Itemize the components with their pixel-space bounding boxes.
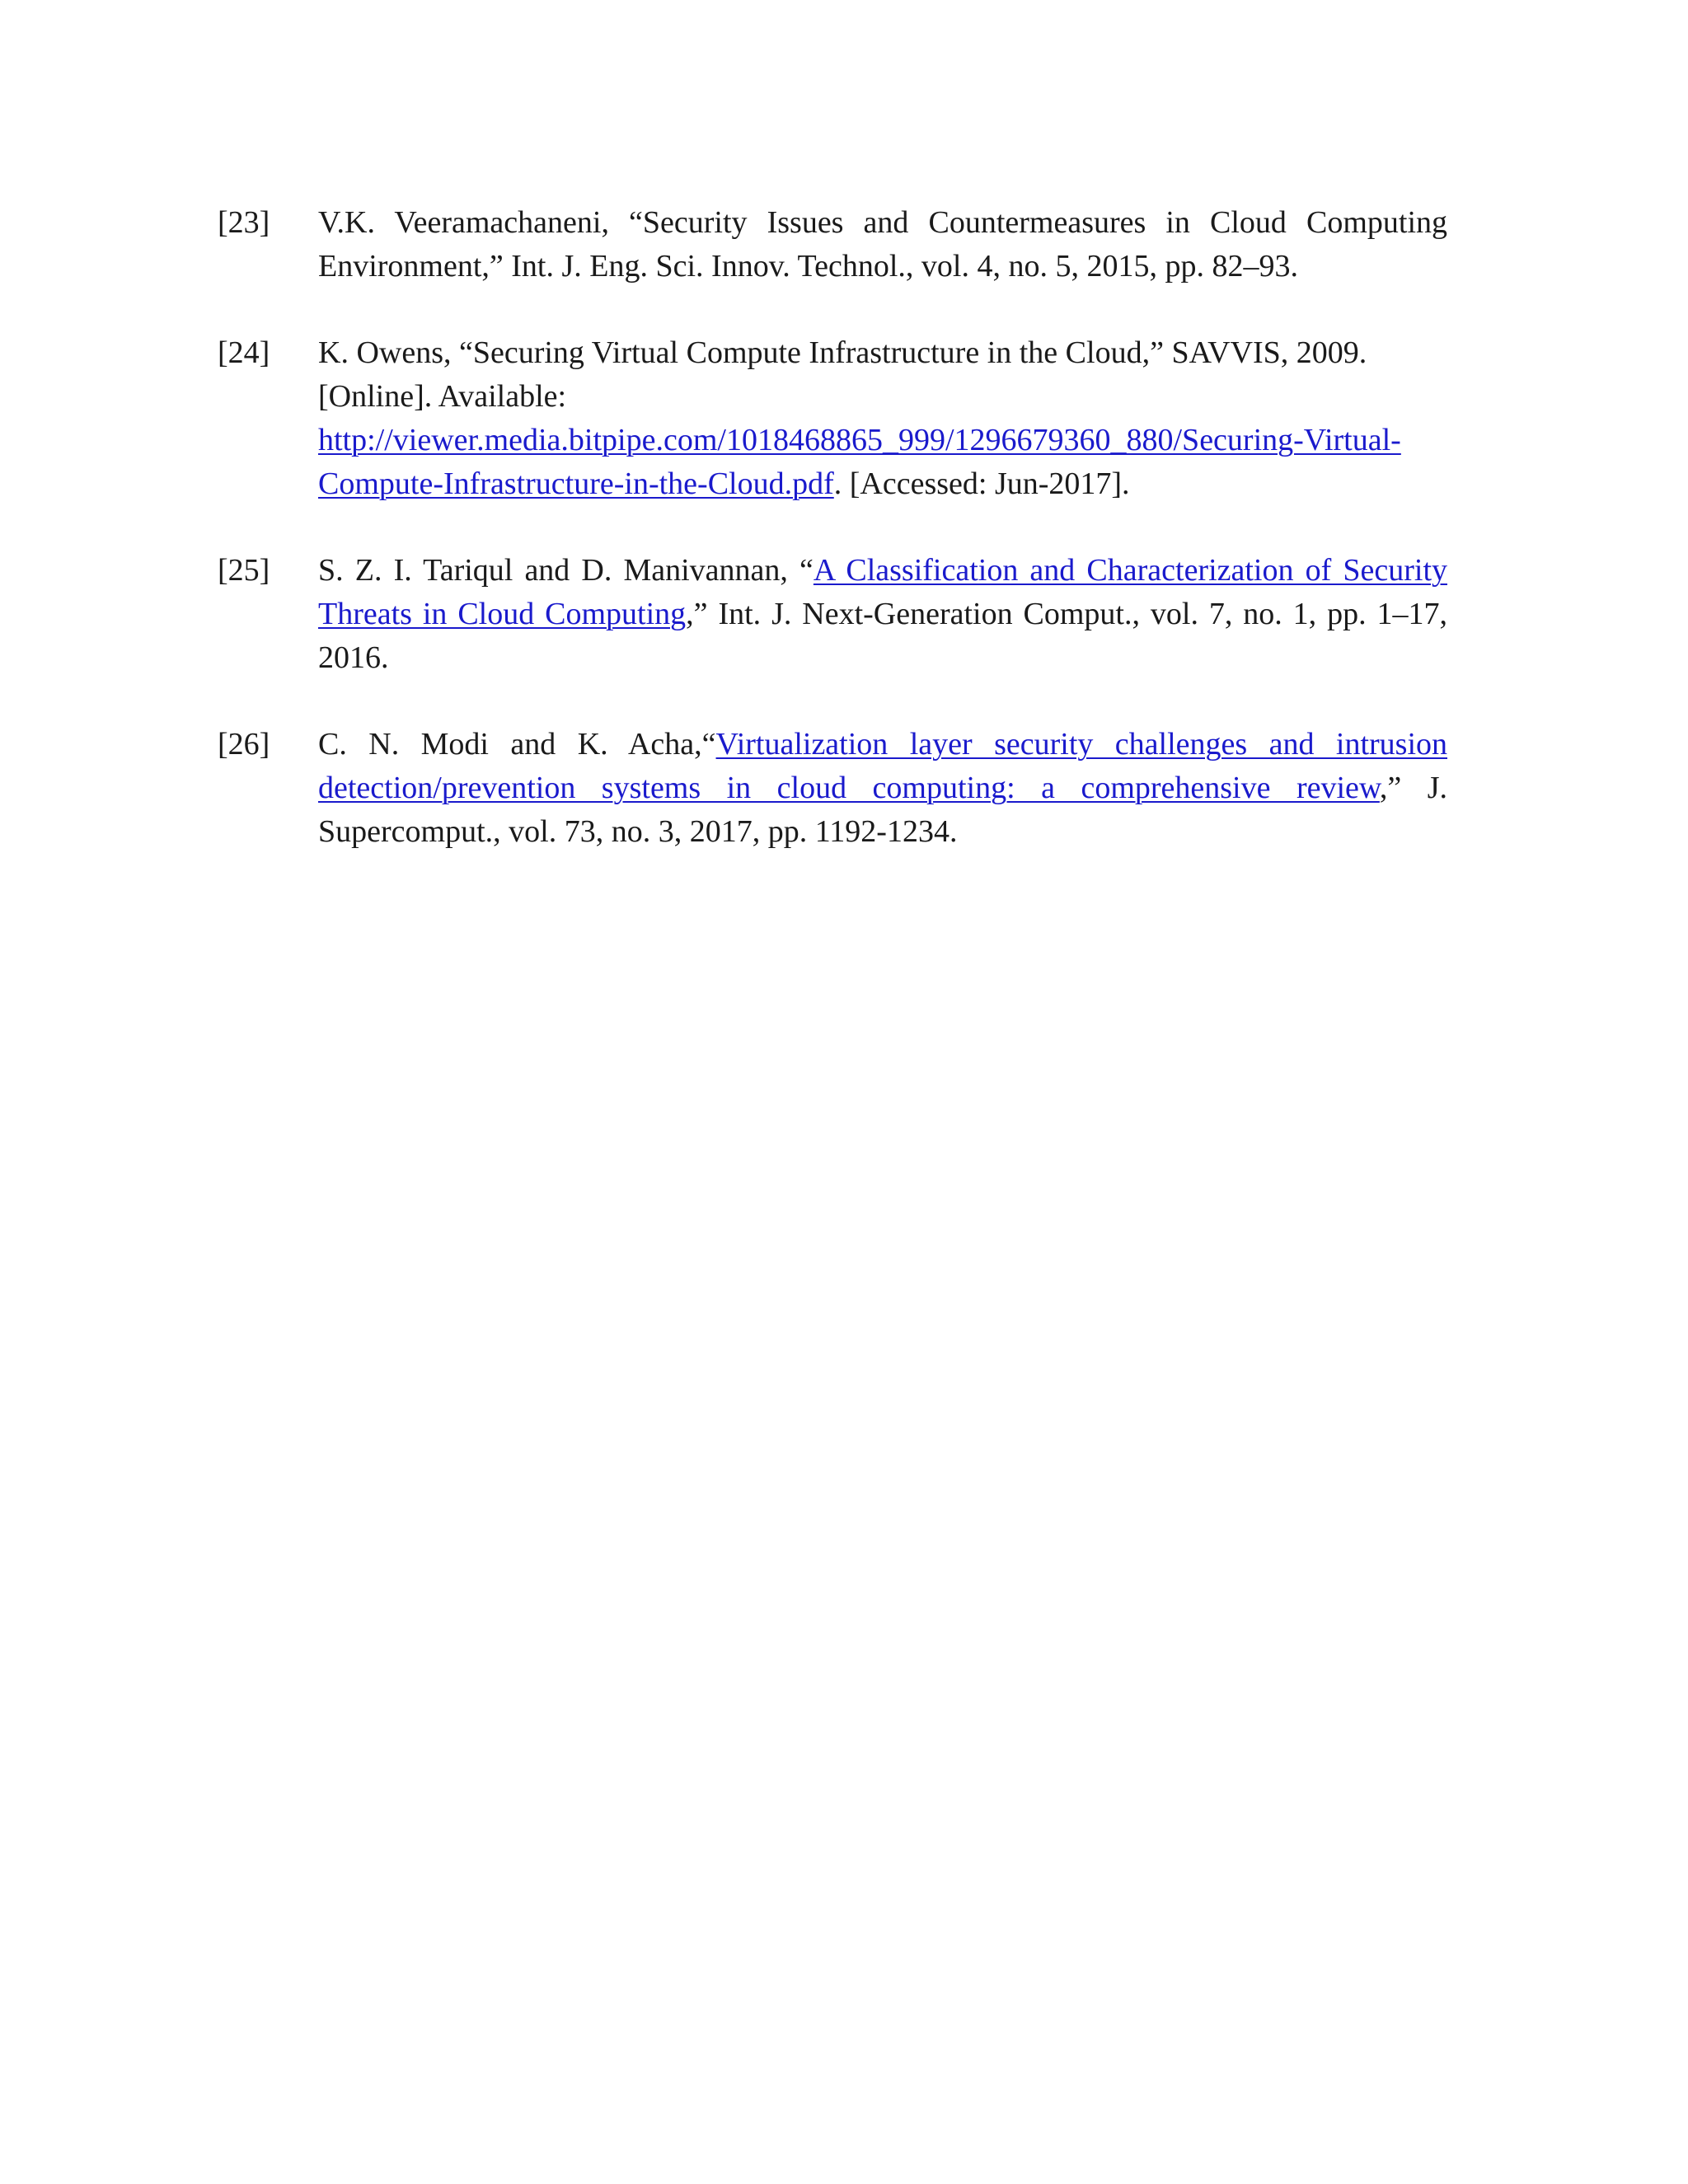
reference-text-after: ,” J. Supercomput., vol. 73, no. 3, 2017, pp. 1192-1234.	[318, 771, 1448, 849]
reference-number: [24]	[218, 335, 270, 370]
reference-text-before: K. Owens, “Securing Virtual Compute Infrastructure in the Cloud,” SAVVIS, 2009.[Online]. Available:	[318, 335, 1367, 414]
reference-text-before: S. Z. I. Tariqul and D. Manivannan, “	[318, 553, 814, 588]
reference-number: [26]	[218, 727, 270, 762]
reference-item-24	[218, 331, 1447, 506]
reference-text-after: ,” Int. J. Next-Generation Comput., vol. 7, no. 1, pp. 1–17, 2016.	[318, 597, 1447, 675]
reference-item-26	[218, 723, 1447, 854]
reference-number: [25]	[218, 553, 270, 588]
reference-text	[318, 331, 1447, 506]
reference-item-23	[218, 201, 1447, 288]
reference-list	[218, 201, 1447, 897]
reference-text-before: C. N. Modi and K. Acha,“	[318, 727, 716, 762]
reference-text	[318, 549, 1447, 680]
reference-url-link[interactable]: http://viewer.media.bitpipe.com/1018468865_999/1296679360_880/Securing-Virtual-Compute-Infrastructure-in-the-Cloud.pdf	[318, 423, 1401, 501]
reference-text-after: . [Accessed: Jun-2017].	[833, 466, 1130, 501]
reference-text	[318, 201, 1447, 288]
reference-title-link[interactable]: A Classification and Characterization of Security Threats in Cloud Computing	[318, 553, 1447, 631]
reference-text	[318, 723, 1447, 854]
reference-number: [23]	[218, 205, 270, 240]
reference-item-25	[218, 549, 1447, 680]
reference-text-before: V.K. Veeramachaneni, “Security Issues and Countermeasures in Cloud Computing Environment,” Int. J. Eng. Sci. Innov. Technol., vol. 4, no. 5, 2015, pp. 82–93.	[318, 205, 1447, 284]
reference-title-link[interactable]: Virtualization layer security challenges and intrusion detection/prevention systems in cloud computing: a comprehensive review	[318, 727, 1448, 805]
